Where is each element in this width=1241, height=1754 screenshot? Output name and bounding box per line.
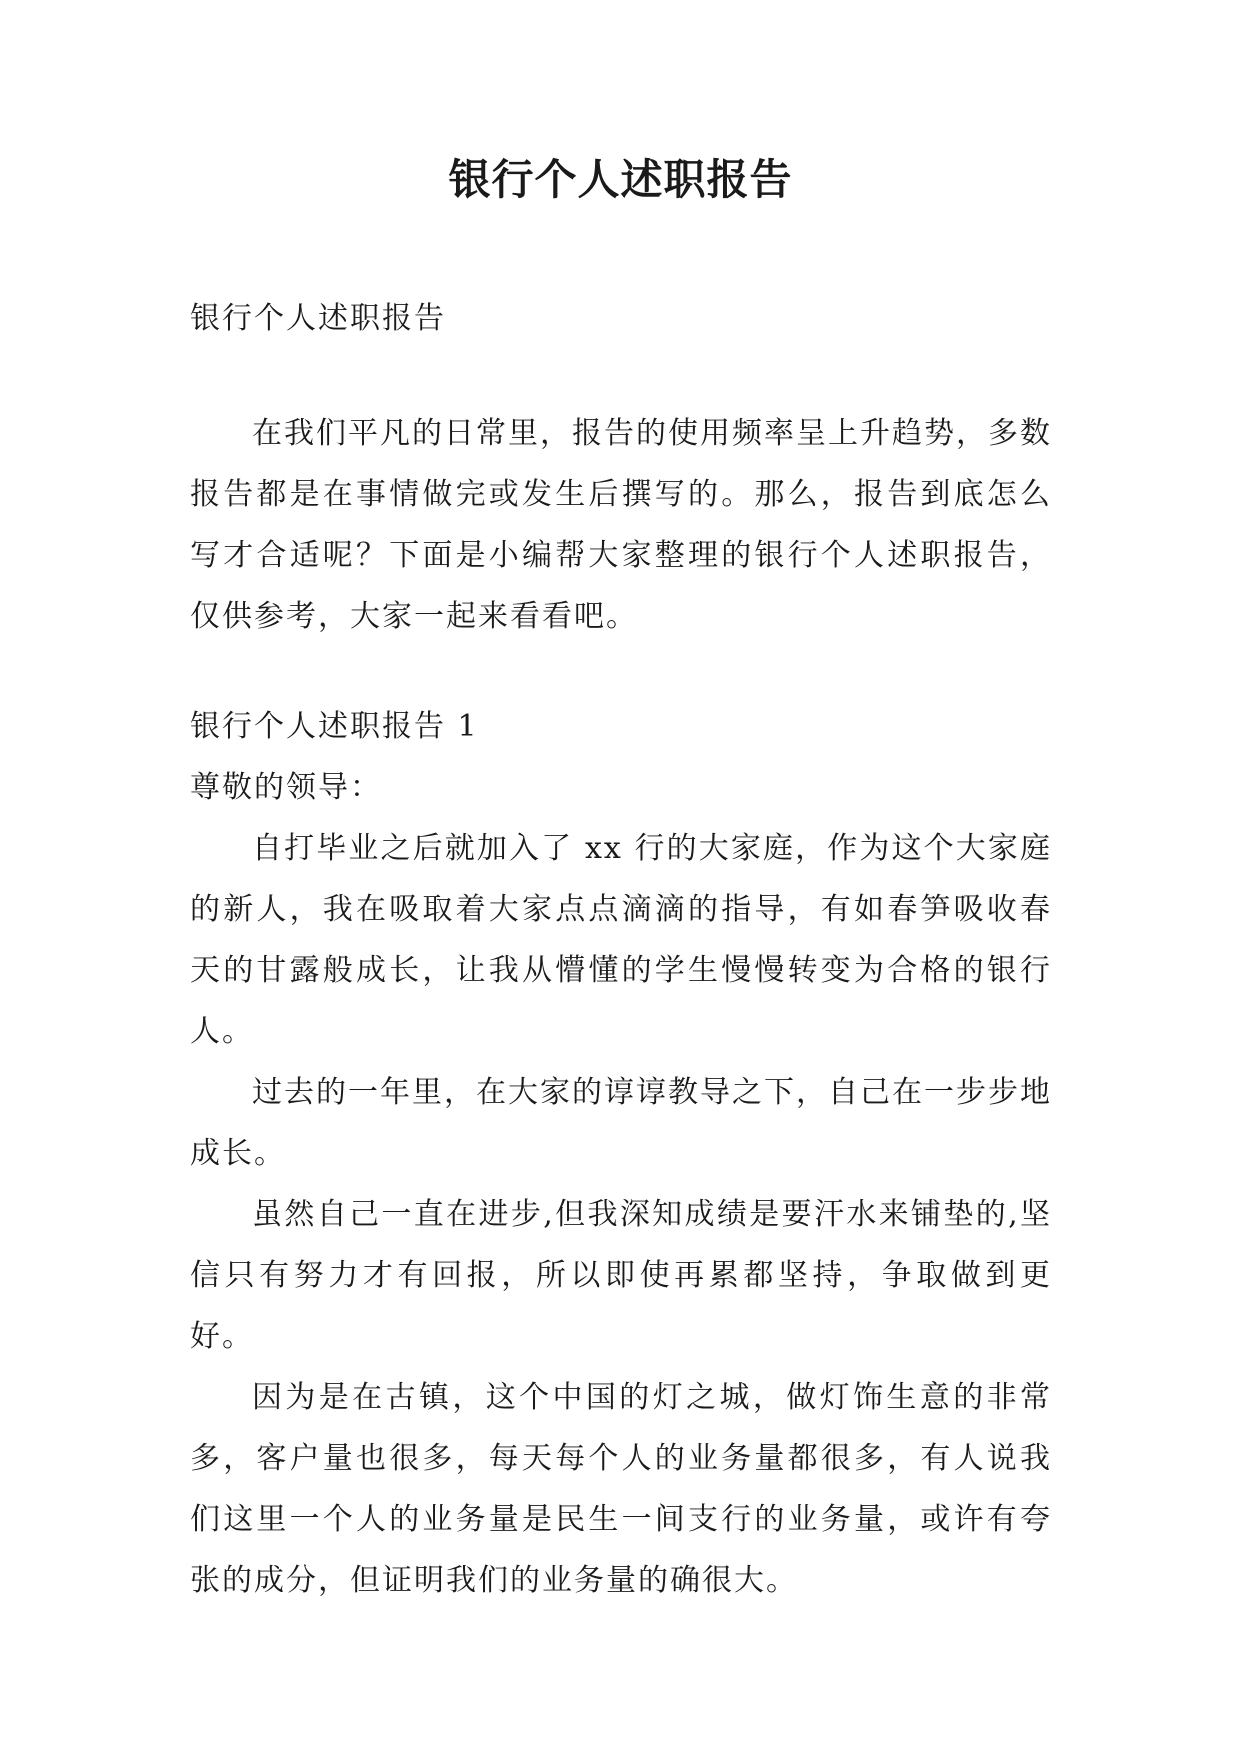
document-title: 银行个人述职报告 — [448, 155, 793, 204]
salutation: 尊敬的领导： — [190, 770, 382, 805]
body-paragraph: 自打毕业之后就加入了 xx 行的大家庭，作为这个大家庭的新人，我在吸取着大家点点滴滴的指导，有如春笋吸收春天的甘露般成长，让我从懵懂的学生慢慢转变为合格的银行人。 — [190, 831, 1052, 1049]
section-heading: 银行个人述职报告 1 — [190, 709, 479, 744]
body-paragraph: 因为是在古镇，这个中国的灯之城，做灯饰生意的非常多，客户量也很多，每天每个人的业务量都很多，有人说我们这里一个人的业务量是民生一间支行的业务量，或许有夸张的成分，但证明我们的业务量的确很大。 — [190, 1380, 1052, 1598]
body-paragraph: 虽然自己一直在进步,但我深知成绩是要汗水来铺垫的,坚信只有努力才有回报，所以即使再累都坚持，争取做到更好。 — [190, 1197, 1052, 1354]
subtitle-text: 银行个人述职报告 — [190, 301, 446, 336]
intro-paragraph — [190, 403, 1052, 647]
report-section — [190, 696, 1052, 1611]
document-subtitle — [190, 288, 1052, 349]
intro-text: 在我们平凡的日常里，报告的使用频率呈上升趋势，多数报告都是在事情做完或发生后撰写的。那么，报告到底怎么写才合适呢？下面是小编帮大家整理的银行个人述职报告，仅供参考，大家一起来看看吧。 — [190, 416, 1052, 634]
body-paragraph: 过去的一年里，在大家的谆谆教导之下，自己在一步步地成长。 — [190, 1075, 1052, 1171]
